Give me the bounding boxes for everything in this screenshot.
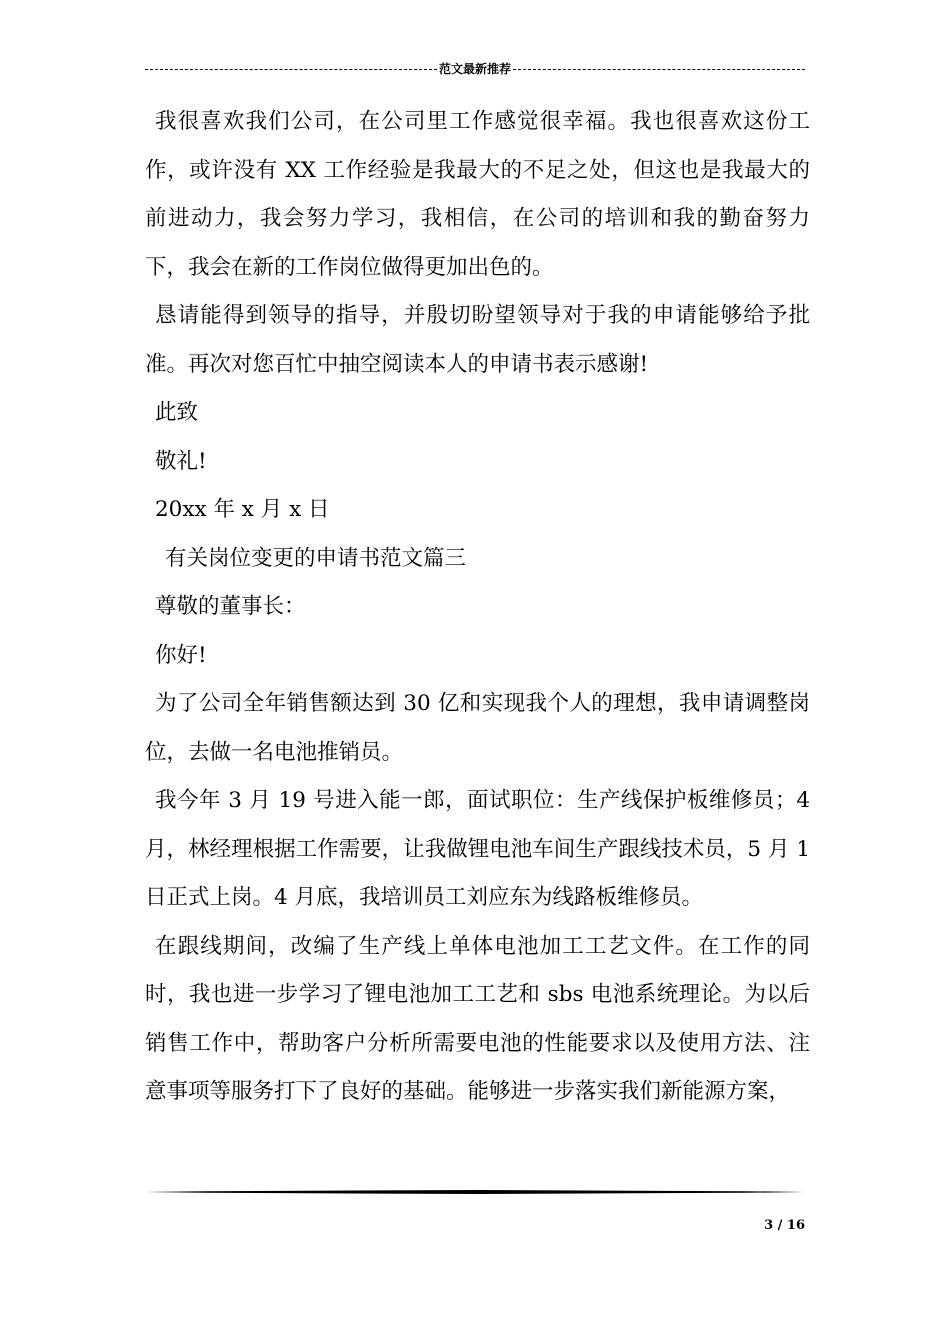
paragraph-learning: 在跟线期间，改编了生产线上单体电池加工工艺文件。在工作的同时，我也进一步学习了锂电池加工工艺和 sbs 电池系统理论。为以后销售工作中，帮助客户分析所需要电池的性能要求以及使用方法、注意事项等服务打下了良好的基础。能够进一步落实我们新能源方案，: [145, 933, 810, 1104]
header-dashes-right: [513, 69, 805, 70]
greeting: 你好!: [155, 642, 207, 668]
page-number: 3 / 16: [764, 1218, 805, 1233]
page-header: [145, 58, 805, 78]
footer-divider: [145, 1190, 805, 1194]
closing-cizhi: 此致: [155, 400, 199, 425]
paragraph-purpose: 为了公司全年销售额达到 30 亿和实现我个人的理想，我申请调整岗位，去做一名电池推销员。: [145, 691, 810, 765]
header-dashes-left: [145, 69, 437, 70]
document-body: [145, 98, 810, 1117]
paragraph-work-happiness: 我很喜欢我们公司，在公司里工作感觉很幸福。我也很喜欢这份工作，或许没有 XX 工作经验是我最大的不足之处，但这也是我最大的前进动力，我会努力学习，我相信，在公司的培训和我的勤奋努力下，我会在新的工作岗位做得更加出色的。: [145, 109, 810, 280]
salutation: 尊敬的董事长：: [155, 594, 306, 619]
closing-jingli: 敬礼!: [155, 448, 207, 474]
paragraph-work-history: 我今年 3 月 19 号进入能一郎，面试职位：生产线保护板维修员；4 月，林经理根据工作需要，让我做锂电池车间生产跟线技术员，5 月 1 日正式上岗。4 月底，我培训员工刘应东为线路板维修员。: [145, 788, 810, 910]
letter-date: 20xx 年 x 月 x 日: [155, 497, 330, 522]
section-heading: 有关岗位变更的申请书范文篇三: [165, 545, 467, 571]
header-title: 范文最新推荐: [439, 61, 512, 76]
paragraph-request-approval: 恳请能得到领导的指导，并殷切盼望领导对于我的申请能够给予批准。再次对您百忙中抽空阅读本人的申请书表示感谢!: [145, 303, 810, 377]
